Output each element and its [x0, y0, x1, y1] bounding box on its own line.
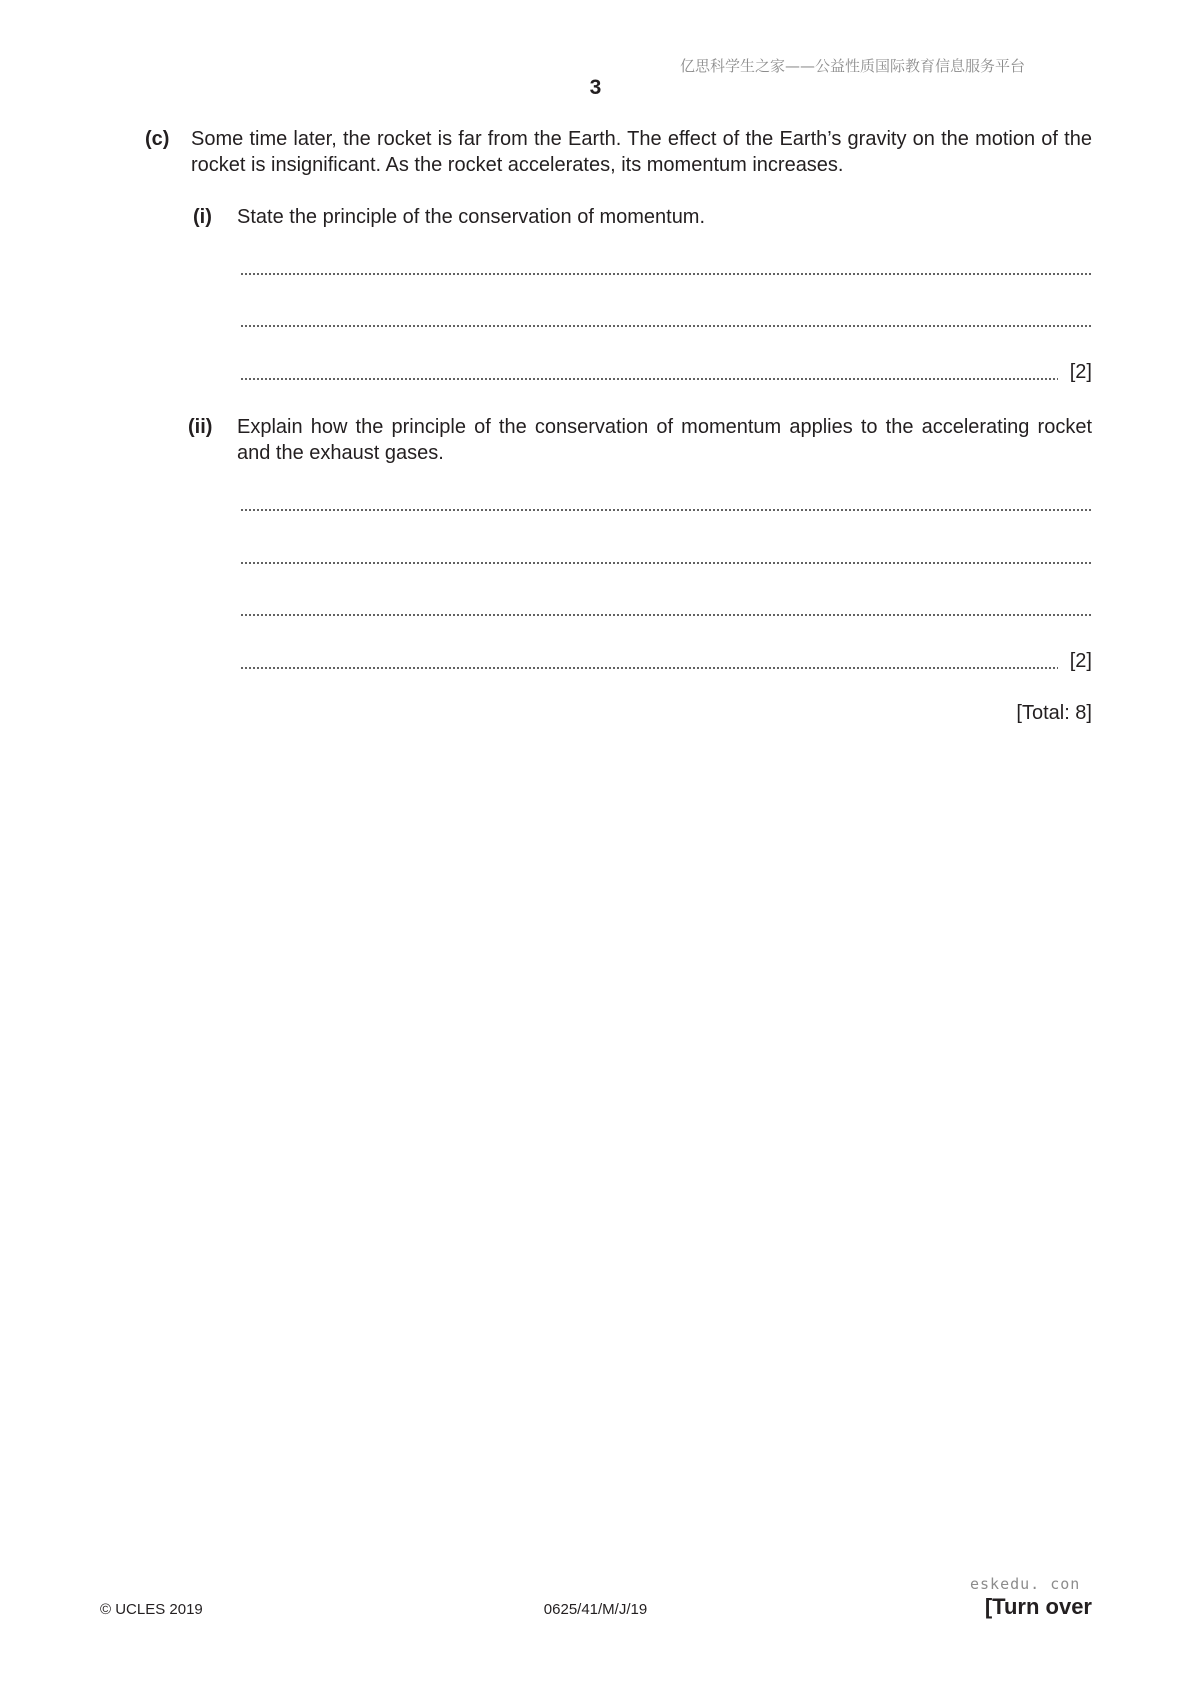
watermark-header: 亿思科学生之家——公益性质国际教育信息服务平台: [680, 57, 1026, 75]
part-label-ii: (ii): [188, 416, 213, 438]
turn-over: [Turn over: [984, 1594, 1092, 1619]
question-text-c: Some time later, the rocket is far from the Earth. The effect of the Earth’s gravity on the motion of the rocket is insignificant. As the rocket accelerates, its momentum increases.: [191, 128, 1092, 176]
page-number: 3: [589, 76, 602, 99]
total-marks: [Total: 8]: [1016, 702, 1092, 724]
answer-line[interactable]: [240, 651, 1092, 671]
part-text-ii: Explain how the principle of the conservation of momentum applies to the accelerating rocket and the exhaust gases.: [237, 416, 1092, 464]
part-label-i: (i): [193, 206, 212, 228]
answer-line[interactable]: [240, 309, 1092, 329]
answer-line[interactable]: [240, 598, 1092, 618]
question-label-c: (c): [145, 128, 170, 150]
part-text-i: State the principle of the conservation of momentum.: [237, 206, 706, 228]
marks-label: [2]: [1069, 361, 1092, 383]
answer-line[interactable]: [240, 362, 1092, 382]
marks-label: [2]: [1069, 650, 1092, 672]
answer-line[interactable]: [240, 257, 1092, 277]
watermark-footer: eskedu. con: [970, 1575, 1081, 1593]
answer-line[interactable]: [240, 493, 1092, 513]
answer-line[interactable]: [240, 546, 1092, 566]
paper-code: 0625/41/M/J/19: [543, 1601, 648, 1618]
copyright: © UCLES 2019: [100, 1601, 203, 1618]
